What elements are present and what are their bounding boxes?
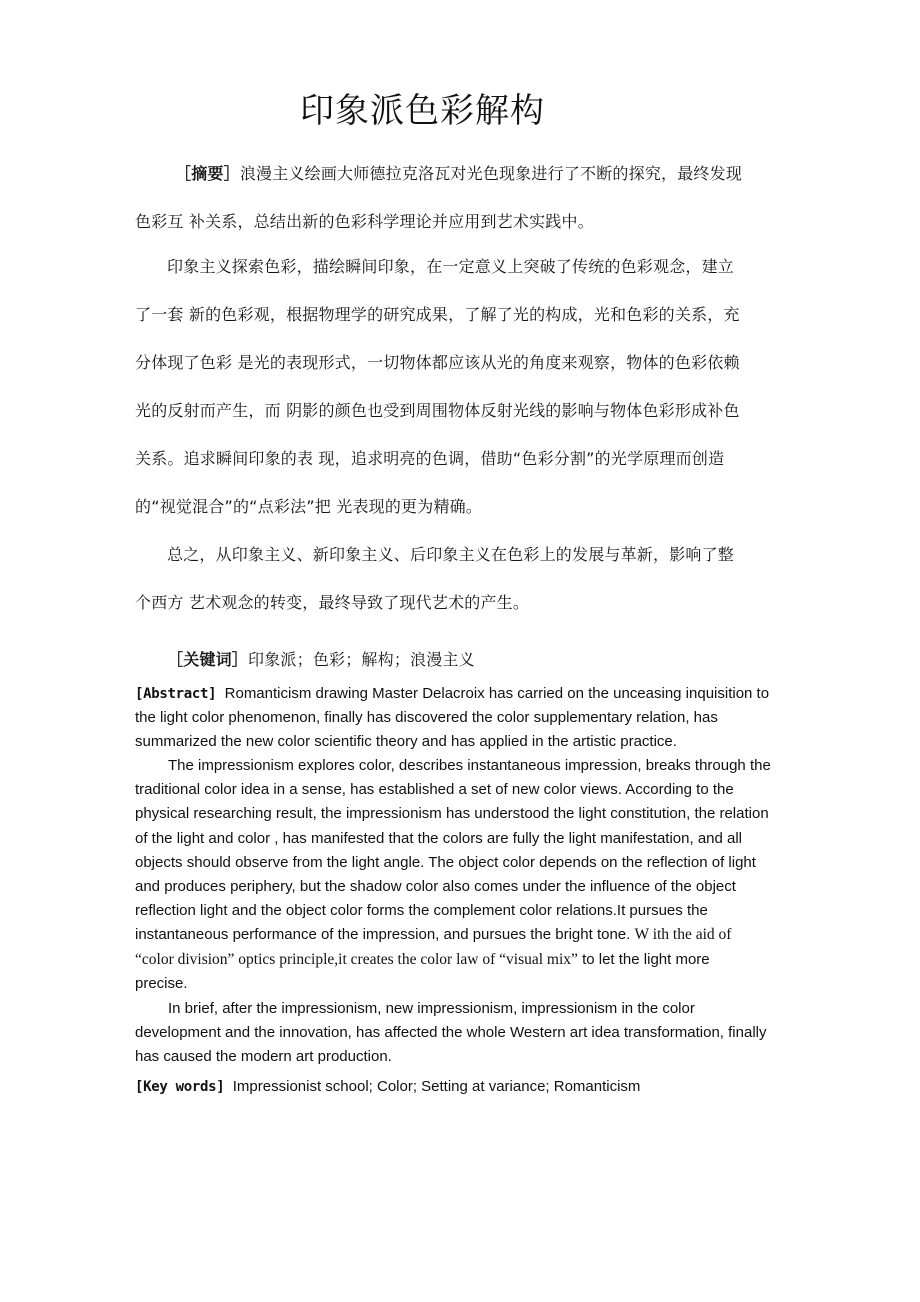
cn-p3-line-2: 个西方 艺术观念的转变，最终导致了现代艺术的产生。 — [135, 593, 530, 612]
en-keywords-label: [Key words] — [135, 1079, 225, 1095]
cn-abstract-line-1: ［摘要］浪漫主义绘画大师德拉克洛瓦对光色现象进行了不断的探究，最终发现 — [175, 164, 743, 183]
en-p3-line-1: In brief, after the impressionism, new impressionism, impressionism in the color — [168, 1000, 695, 1017]
en-p3-line-2: development and the innovation, has affected the whole Western art idea transformation, finally — [135, 1024, 767, 1042]
en-keywords-text: Impressionist school; Color; Setting at variance; Romanticism — [232, 1078, 641, 1095]
cn-keywords-line — [135, 636, 795, 684]
en-keywords-line — [135, 1075, 795, 1099]
en-p2-line-5: objects should observe from the light angle. The object color depends on the reflection of light — [135, 853, 756, 871]
en-p2-line-8: instantaneous performance of the impression, and pursues the bright tone. W ith the aid of — [135, 926, 732, 944]
cn-keywords-text: 印象派；色彩；解构；浪漫主义 — [248, 650, 475, 669]
en-p2-line-4: of the light and color , has manifested that the colors are fully the light manifestation, and all — [135, 829, 743, 847]
en-abstract-label: [Abstract] — [135, 686, 217, 702]
en-p2-line-9: “color division” optics principle,it creates the color law of “visual mix” to let the light more — [135, 950, 710, 968]
en-p3-line-3: has caused the modern art production. — [135, 1048, 392, 1066]
cn-abstract — [135, 150, 795, 246]
cn-paragraph-3 — [135, 531, 795, 627]
en-p2-line-1: The impressionism explores color, describes instantaneous impression, breaks through the — [168, 757, 771, 774]
en-p2-line-7: reflection light and the object color forms the complement color relations.It pursues the — [135, 902, 708, 920]
en-abstract — [135, 682, 795, 755]
en-p2-line-3: physical researching result, the impressionism has understood the light constitution, the relation — [135, 805, 769, 823]
en-abstract-line-2: the light color phenomenon, finally has discovered the color supplementary relation, has — [135, 709, 718, 727]
cn-p2-line-3: 分体现了色彩 是光的表现形式，一切物体都应该从光的角度来观察，物体的色彩依赖 — [135, 353, 740, 372]
cn-p2-line-2: 了一套 新的色彩观，根据物理学的研究成果，了解了光的构成，光和色彩的关系，充 — [135, 305, 740, 324]
en-abstract-line-1: [Abstract] Romanticism drawing Master Delacroix has carried on the unceasing inquisition to — [135, 685, 770, 702]
cn-paragraph-2 — [135, 243, 795, 531]
en-paragraph-2 — [135, 754, 795, 996]
document-title: 印象派色彩解构 — [300, 91, 545, 131]
en-keywords — [135, 1075, 795, 1099]
cn-keywords — [135, 636, 795, 684]
en-p2-line-6: and produces periphery, but the shadow color also comes under the influence of the object — [135, 878, 736, 896]
cn-p2-line-4: 光的反射而产生，而 阴影的颜色也受到周围物体反射光线的影响与物体色彩形成补色 — [135, 401, 740, 420]
cn-abstract-label: ［摘要］ — [175, 164, 240, 183]
cn-abstract-line-2: 色彩互 补关系，总结出新的色彩科学理论并应用到艺术实践中。 — [135, 212, 594, 231]
en-p2-line-2: traditional color idea in a sense, has established a set of new color views. According to the — [135, 781, 734, 799]
cn-p3-line-1: 总之，从印象主义、新印象主义、后印象主义在色彩上的发展与革新，影响了整 — [167, 545, 735, 564]
en-abstract-line-3: summarized the new color scientific theory and has applied in the artistic practice. — [135, 733, 677, 751]
cn-keywords-label: ［关键词］ — [167, 650, 249, 669]
cn-p2-line-6: 的“视觉混合”的“点彩法”把 光表现的更为精确。 — [135, 497, 483, 516]
cn-p2-line-5: 关系。追求瞬间印象的表 现，追求明亮的色调，借助“色彩分割”的光学原理而创造 — [135, 449, 725, 468]
en-paragraph-3 — [135, 997, 795, 1070]
cn-p2-line-1: 印象主义探索色彩，描绘瞬间印象，在一定意义上突破了传统的色彩观念，建立 — [167, 257, 735, 276]
en-p2-line-10: precise. — [135, 974, 188, 992]
